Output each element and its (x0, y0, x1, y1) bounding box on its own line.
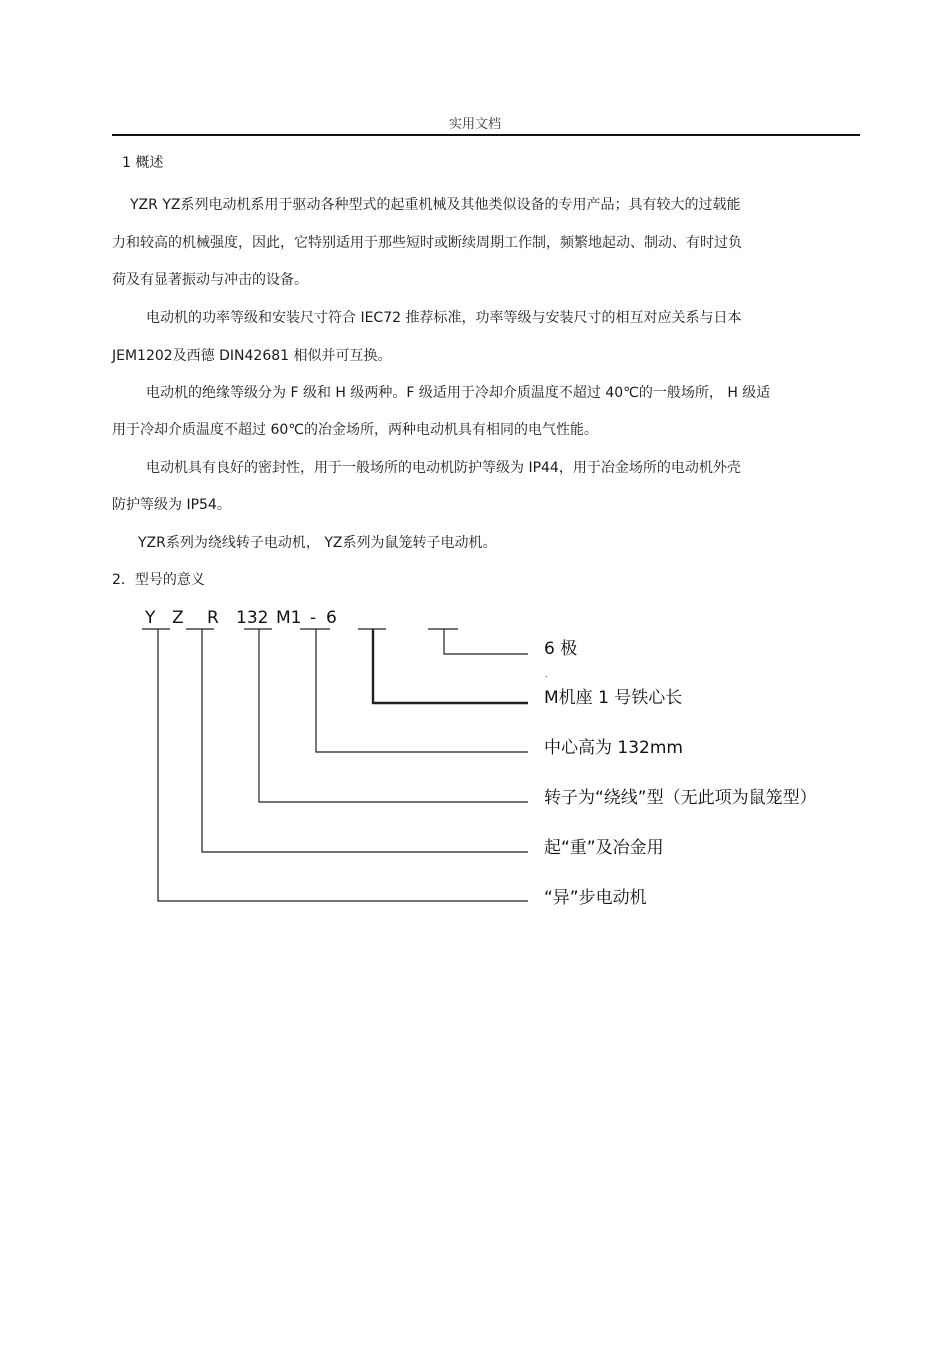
model-char-poles: 6 (326, 608, 337, 628)
section2-heading: 2．型号的意义 (112, 572, 205, 588)
model-char-frame: M1 (276, 608, 302, 628)
p1-line1: YZR YZ系列电动机系用于驱动各种型式的起重机械及其他类似设备的专用产品；具有较大的过载能 (130, 197, 741, 213)
model-char-y: Y (145, 608, 156, 628)
model-char-height: 132 (236, 608, 269, 628)
p4-line1: 电动机具有良好的密封性，用于一般场所的电动机防护等级为 IP44，用于冶金场所的电动机外壳 (146, 460, 741, 476)
p3-line1: 电动机的绝缘等级分为 F 级和 H 级两种。F 级适用于冷却介质温度不超过 40℃的一般场所， H 级适 (146, 385, 771, 401)
p1-line2: 力和较高的机械强度，因此，它特别适用于那些短时或断续周期工作制，频繁地起动、制动、有时过负 (112, 235, 742, 251)
desc-async-motor: “异”步电动机 (544, 888, 647, 908)
p4-line2: 防护等级为 IP54。 (112, 497, 231, 513)
page-header: 实用文档 (448, 117, 501, 132)
desc-poles: 6 极 (544, 639, 578, 659)
desc-lifting-metallurgy: 起“重”及冶金用 (544, 838, 664, 858)
desc-frame-core: M机座 1 号铁心长 (544, 688, 683, 708)
p1-line3: 荷及有显著振动与冲击的设备。 (112, 272, 308, 288)
section1-heading: 1 概述 (122, 155, 164, 171)
p2-line2: JEM1202及西德 DIN42681 相似并可互换。 (112, 348, 392, 364)
model-char-r: R (207, 608, 219, 628)
desc-center-height: 中心高为 132mm (544, 738, 683, 758)
model-char-dash: - (310, 608, 317, 628)
p2-line1: 电动机的功率等级和安装尺寸符合 IEC72 推荐标准，功率等级与安装尺寸的相互对应关系与日本 (146, 310, 742, 326)
p3-line2: 用于冷却介质温度不超过 60℃的冶金场所，两种电动机具有相同的电气性能。 (112, 422, 598, 438)
p5-line: YZR系列为绕线转子电动机， YZ系列为鼠笼转子电动机。 (138, 535, 497, 551)
model-char-z: Z (172, 608, 184, 628)
stray-dot: . (545, 670, 548, 679)
desc-rotor-type: 转子为“绕线”型（无此项为鼠笼型） (544, 788, 817, 808)
